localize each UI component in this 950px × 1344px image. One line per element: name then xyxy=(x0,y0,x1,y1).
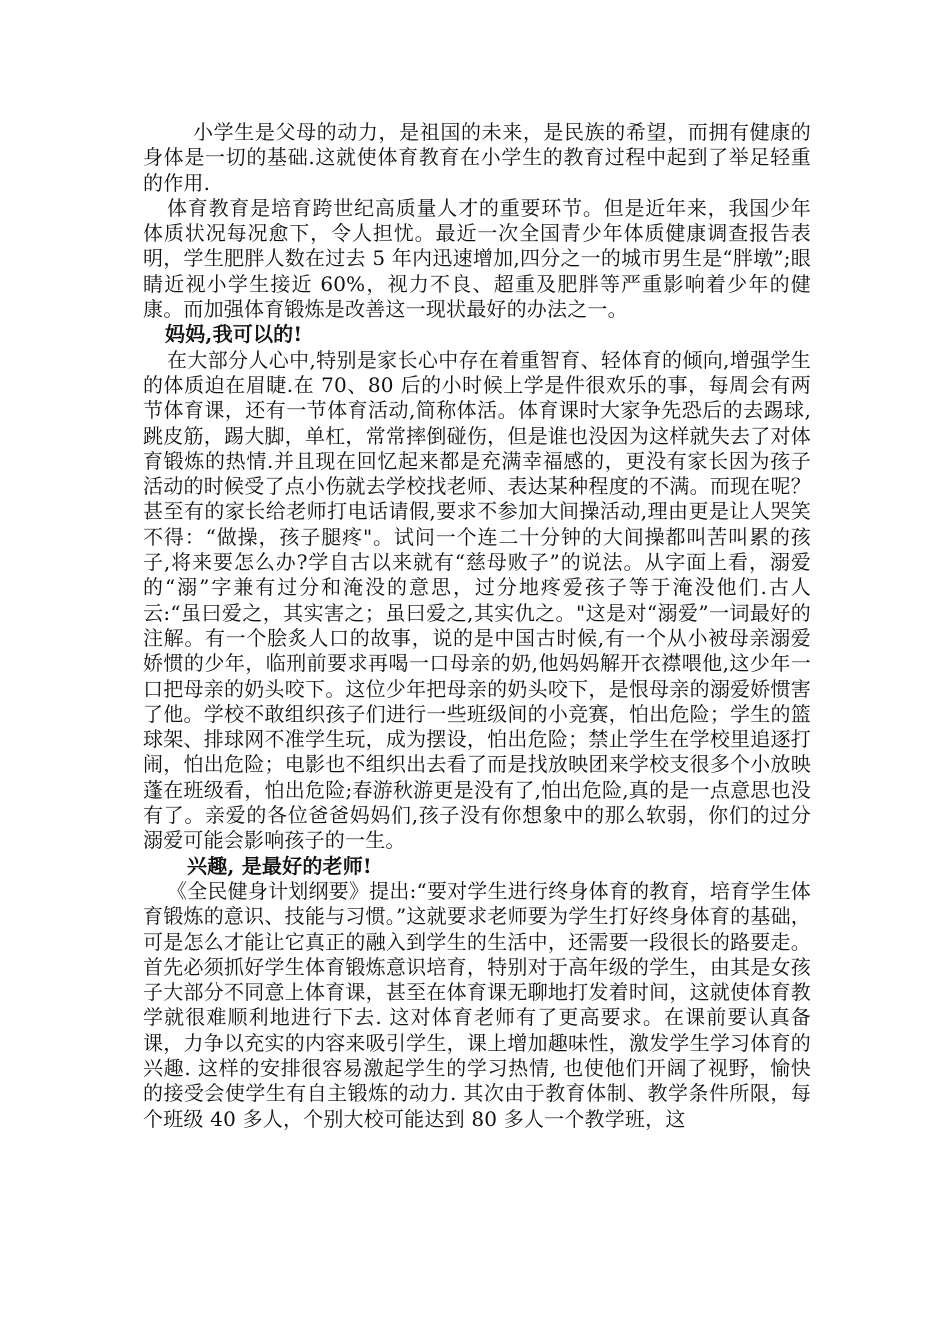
paragraph-overprotection: 在大部分人心中,特别是家长心中存在着重智育、轻体育的倾向,增强学生的体质迫在眉睫.在 70、80 后的小时候上学是件很欢乐的事，每周会有两节体育课，还有一节体育活动,简称体活。体育课时大家争先恐后的去踢球,跳皮筋，踢大脚，单杠，常常摔倒碰伤，但是谁也没因为这样就失去了对体育锻炼的热情.并且现在回忆起来都是充满幸福感的，更没有家长因为孩子活动的时候受了点小伤就去学校找老师、表达某种程度的不满。而现在呢？甚至有的家长给老师打电话请假,要求不参加大间操活动,理由更是让人哭笑不得：“做操，孩子腿疼"。试问一个连二十分钟的大间操都叫苦叫累的孩子,将来要怎么办?学自古以来就有“慈母败子”的说法。从字面上看，溺爱的“溺”字兼有过分和淹没的意思，过分地疼爱孩子等于淹没他们.古人云:“虽曰爱之，其实害之；虽曰爱之,其实仇之。"这是对“溺爱”一词最好的注解。有一个脍炙人口的故事，说的是中国古时候,有一个从小被母亲溺爱娇惯的少年，临刑前要求再喝一口母亲的奶,他妈妈解开衣襟喂他,这少年一口把母亲的奶头咬下。这位少年把母亲的奶头咬下，是恨母亲的溺爱娇惯害了他。学校不敢组织孩子们进行一些班级间的小竞赛，怕出危险；学生的篮球架、排球网不准学生玩，成为摆设，怕出危险；禁止学生在学校里追逐打闹，怕出危险；电影也不组织出去看了而是找放映团来学校支很多个小放映蓬在班级看，怕出危险;春游秋游更是没有了,怕出危险,真的是一点意思也没有了。亲爱的各位爸爸妈妈们,孩子没有你想象中的那么软弱，你们的过分溺爱可能会影响孩子的一生。 xyxy=(143,347,811,853)
paragraph-lifelong-sports: 《全民健身计划纲要》提出:“要对学生进行终身体育的教育，培育学生体育锻炼的意识、技能与习惯。”这就要求老师要为学生打好终身体育的基础，可是怎么才能让它真正的融入到学生的生活中，还需要一段很长的路要走。首先必须抓好学生体育锻炼意识培育，特别对于高年级的学生，由其是女孩子大部分不同意上体育课，甚至在体育课无聊地打发着时间，这就使体育教学就很难顺利地进行下去. 这对体育老师有了更高要求。在课前要认真备课，力争以充实的内容来吸引学生，课上增加趣味性，激发学生学习体育的兴趣. 这样的安排很容易激起学生的学习热情, 也使他们开阔了视野，愉快的接受会使学生有自主锻炼的动力. 其次由于教育体制、教学条件所限，每个班级 40 多人，个别大校可能达到 80 多人一个教学班，这 xyxy=(143,878,811,1131)
section-heading-mom-i-can: 妈妈,我可以的! xyxy=(165,322,303,347)
document-page xyxy=(143,120,811,1132)
section-heading-interest-best-teacher: 兴趣, 是最好的老师! xyxy=(187,853,372,878)
paragraph-physical-condition: 体育教育是培育跨世纪高质量人才的重要环节。但是近年来，我国少年体质状况每况愈下，令人担忧。最近一次全国青少年体质健康调查报告表明，学生肥胖人数在过去 5 年内迅速增加,四分之一的城市男生是“胖墩”;眼睛近视小学生接近 60%，视力不良、超重及肥胖等严重影响着少年的健康。而加强体育锻炼是改善这一现状最好的办法之一。 xyxy=(143,195,811,322)
paragraph-intro: 小学生是父母的动力，是祖国的未来，是民族的希望，而拥有健康的身体是一切的基础.这就使体育教育在小学生的教育过程中起到了举足轻重的作用. xyxy=(143,120,811,195)
